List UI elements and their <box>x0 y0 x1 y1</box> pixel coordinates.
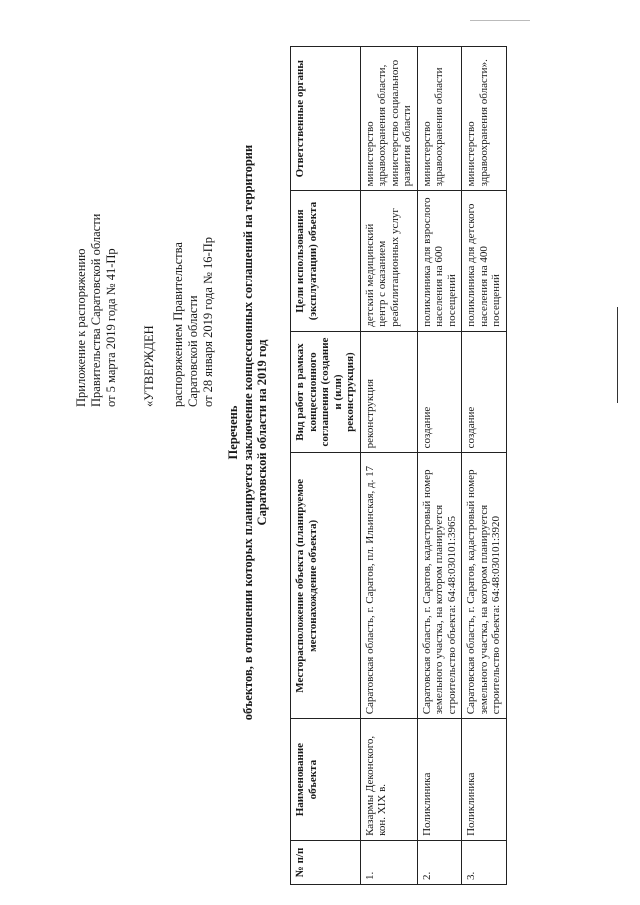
approval-line-1: «УТВЕРЖДЕН <box>142 325 156 407</box>
objects-table <box>290 46 507 885</box>
cell-org: министерство здравоохранения области». <box>462 47 507 191</box>
approval-gap <box>157 237 171 407</box>
cell-org: министерство здравоохранения области <box>417 47 462 191</box>
cell-name: Поликлиника <box>417 719 462 841</box>
appendix-line-1: Приложение к распоряжению <box>74 248 88 407</box>
approval-line-3: Саратовской области <box>186 295 200 407</box>
cell-location: Саратовская область, г. Саратов, пл. Ильинская, д. 17 <box>360 453 417 719</box>
document-title <box>226 40 270 825</box>
table-header-row <box>291 47 361 885</box>
cell-kind: создание <box>462 331 507 453</box>
closing-rule <box>617 307 618 403</box>
cell-location: Саратовская область, г. Саратов, кадастровый номер земельного участка, на котором планируется строительство объекта: 64:48:030101:3965 <box>417 453 462 719</box>
header-name: Наименование объекта <box>291 719 361 841</box>
cell-name: Казармы Деконского, кон. XIX в. <box>360 719 417 841</box>
table-row <box>417 47 462 885</box>
cell-num: 1. <box>360 840 417 884</box>
table-row <box>360 47 417 885</box>
approval-stamp <box>142 237 216 407</box>
appendix-line-3: от 5 марта 2019 года № 41-Пр <box>104 248 118 407</box>
cell-num: 2. <box>417 840 462 884</box>
header-org: Ответственные органы <box>291 47 361 191</box>
cell-kind: реконструкция <box>360 331 417 453</box>
cell-location: Саратовская область, г. Саратов, кадастровый номер земельного участка, на котором планируется строительство объекта: 64:48:030101:3920 <box>462 453 507 719</box>
appendix-header <box>74 214 119 407</box>
title-line-3: Саратовской области на 2019 год <box>255 339 269 526</box>
cell-name: Поликлиника <box>462 719 507 841</box>
title-line-1: Перечень <box>226 405 240 460</box>
scan-edge-mark <box>470 20 530 21</box>
header-kind: Вид работ в рамках концессионного соглашения (создание и (или) реконструкция) <box>291 331 361 453</box>
title-line-2: объектов, в отношении которых планируется заключение концессионных соглашений на территории <box>240 144 255 721</box>
appendix-line-2: Правительства Саратовской области <box>89 213 103 407</box>
cell-goal: поликлиника для детского населения на 400 посещений <box>462 191 507 331</box>
header-num: № п/п <box>291 840 361 884</box>
approval-line-4: от 28 января 2019 года № 16-Пр <box>201 236 215 407</box>
header-location: Месторасположение объекта (планируемое местонахождение объекта) <box>291 453 361 719</box>
cell-num: 3. <box>462 840 507 884</box>
approval-line-2: распоряжением Правительства <box>171 242 185 407</box>
cell-goal: поликлиника для взрослого населения на 600 посещений <box>417 191 462 331</box>
cell-org: министерство здравоохранения области, министерство социального развития области <box>360 47 417 191</box>
header-goal: Цели использования (эксплуатации) объекта <box>291 191 361 331</box>
table-row <box>462 47 507 885</box>
cell-kind: создание <box>417 331 462 453</box>
cell-goal: детский медицинский центр с оказанием реабилитационных услуг <box>360 191 417 331</box>
